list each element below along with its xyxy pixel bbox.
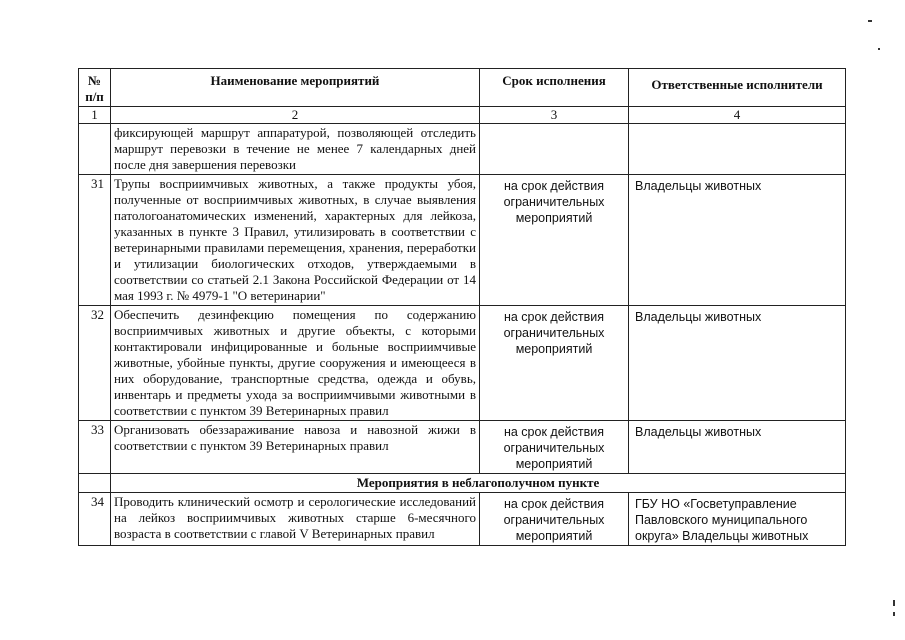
row-num: 33: [79, 421, 111, 474]
table-row: [79, 493, 846, 546]
scan-mark: [878, 48, 880, 50]
row-term: на срок действия ограничительных мероприятий: [480, 175, 629, 306]
row-text: Организовать обеззараживание навоза и навозной жижи в соответствии с пунктом 39 Ветеринарных правил: [111, 421, 480, 474]
section-row: [79, 474, 846, 493]
row-text: фиксирующей маршрут аппаратурой, позволяющей отследить маршрут перевозки в течение не менее 7 календарных дней после дня завершения перевозки: [111, 124, 480, 175]
header-responsible: Ответственные исполнители: [629, 69, 846, 107]
row-term: на срок действия ограничительных мероприятий: [480, 493, 629, 546]
row-responsible: [629, 124, 846, 175]
row-num: 34: [79, 493, 111, 546]
col-number-2: 2: [111, 107, 480, 124]
table-row: [79, 175, 846, 306]
header-term: Срок исполнения: [480, 69, 629, 107]
row-num: 31: [79, 175, 111, 306]
col-number-1: 1: [79, 107, 111, 124]
col-number-4: 4: [629, 107, 846, 124]
row-responsible: Владельцы животных: [629, 306, 846, 421]
section-empty-cell: [79, 474, 111, 493]
row-num: 32: [79, 306, 111, 421]
column-number-row: [79, 107, 846, 124]
header-num: № п/п: [79, 69, 111, 107]
row-responsible: Владельцы животных: [629, 175, 846, 306]
row-term: на срок действия ограничительных мероприятий: [480, 306, 629, 421]
scan-mark: [893, 600, 895, 606]
measures-table: [78, 68, 846, 546]
scan-mark: [868, 20, 872, 22]
table-row: [79, 124, 846, 175]
header-row: [79, 69, 846, 107]
table-row: [79, 306, 846, 421]
row-term: [480, 124, 629, 175]
scan-mark: [893, 612, 895, 616]
row-responsible: ГБУ НО «Госветуправление Павловского муниципального округа» Владельцы животных: [629, 493, 846, 546]
row-text: Проводить клинический осмотр и серологические исследований на лейкоз восприимчивых животных старше 6-месячного возраста в соответствии с главой V Ветеринарных правил: [111, 493, 480, 546]
row-responsible: Владельцы животных: [629, 421, 846, 474]
header-name: Наименование мероприятий: [111, 69, 480, 107]
row-text: Обеспечить дезинфекцию помещения по содержанию восприимчивых животных и другие объекты, с которыми контактировали инфицированные и больные восприимчивые животные, убойные пункты, другие сооружения и имеющееся в них оборудование, транспортные средства, одежда и обувь, инвентарь и предметы ухода за восприимчивыми животными в соответствии с пунктом 39 Ветеринарных правил: [111, 306, 480, 421]
table-row: [79, 421, 846, 474]
row-text: Трупы восприимчивых животных, а также продукты убоя, полученные от восприимчивых животных, в случае выявления патологоанатомических изменений, характерных для лейкоза, указанных в пункте 3 Правил, утилизировать в соответствии с ветеринарными правилами перемещения, хранения, переработки и утилизации биологических отходов, утверждаемыми в соответствии со статьей 2.1 Закона Российской Федерации от 14 мая 1993 г. № 4979-1 "О ветеринарии": [111, 175, 480, 306]
section-title: Мероприятия в неблагополучном пункте: [111, 474, 846, 493]
col-number-3: 3: [480, 107, 629, 124]
row-num: [79, 124, 111, 175]
row-term: на срок действия ограничительных мероприятий: [480, 421, 629, 474]
